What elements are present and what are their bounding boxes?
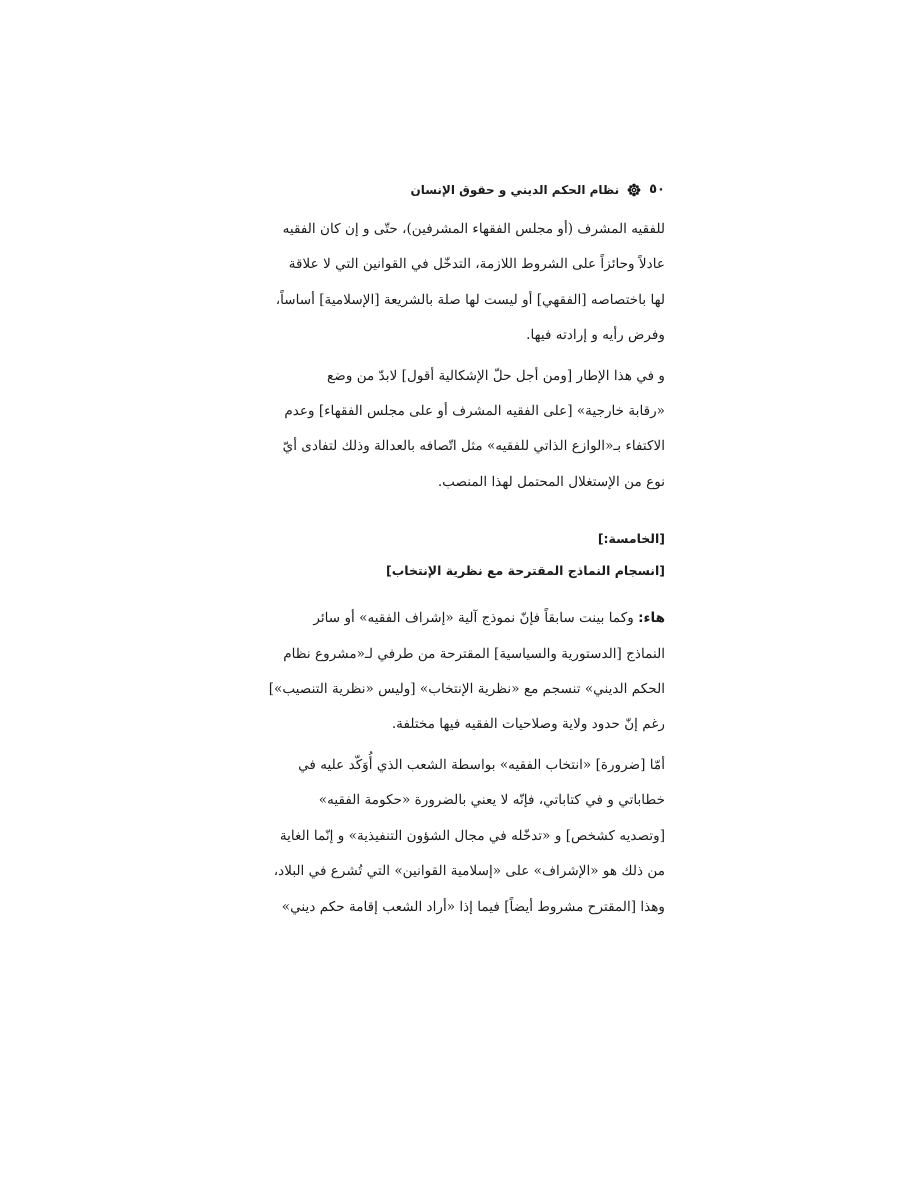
text-line: للفقيه المشرف (أو مجلس الفقهاء المشرفين)، حتّى و إن كان الفقيه bbox=[282, 221, 665, 237]
text-line: [وتصديه كشخص] و «تدخّله في مجال الشؤون التنفيذية» و إنّما الغاية bbox=[279, 827, 665, 844]
text-line bbox=[235, 601, 665, 636]
text-line: وفرض رأيه و إرادته فيها. bbox=[526, 327, 665, 344]
section-spacer bbox=[235, 505, 665, 527]
paragraph-2 bbox=[235, 359, 665, 501]
text-line: من ذلك هو «الإشراف» على «إسلامية القوانين» التي تُشرع في البلاد، bbox=[273, 863, 665, 880]
page-number: ٥٠ bbox=[649, 182, 665, 197]
section-subheading: [انسجام النماذج المقترحة مع نظرية الإنتخاب] bbox=[386, 563, 665, 579]
text-line: «رقابة خارجية» [على الفقيه المشرف أو على مجلس الفقهاء] وعدم bbox=[284, 403, 665, 420]
flower-ornament-icon bbox=[627, 183, 641, 197]
section-heading: [الخامسة:] bbox=[597, 531, 665, 547]
running-header bbox=[235, 180, 665, 200]
paragraph-lead-label: هاء: bbox=[638, 610, 665, 627]
paragraph-1 bbox=[235, 212, 665, 354]
text-line: و في هذا الإطار [ومن أجل حلّ الإشكالية أقول] لابدّ من وضع bbox=[327, 367, 665, 384]
paragraph-3 bbox=[235, 601, 665, 743]
text-line: أمّا [ضرورة] «انتخاب الفقيه» بواسطة الشعب الذي أُوَكّد عليه في bbox=[298, 756, 665, 773]
book-title: نظام الحكم الديني و حقوق الإنسان bbox=[410, 183, 620, 197]
text-line: لها باختصاصه [الفقهي] أو ليست لها صلة بالشريعة [الإسلامية] أساساً، bbox=[275, 291, 665, 308]
text-line: الاكتفاء بـ«الوازع الذاتي للفقيه» مثل اتّصافه بالعدالة وذلك لتفادى أيّ bbox=[282, 438, 665, 455]
text-line: عادلاً وحائزاً على الشروط اللازمة، التدخّل في القوانين التي لا علاقة bbox=[288, 256, 665, 273]
text-line: النماذج [الدستورية والسياسية] المقترحة من طرفي لـ«مشروع نظام bbox=[283, 645, 665, 662]
paragraph-4 bbox=[235, 748, 665, 925]
text-line: رغم إنّ حدود ولاية وصلاحيات الفقيه فيها مختلفة. bbox=[391, 716, 665, 733]
text-line: الحكم الديني» تنسجم مع «نظرية الإنتخاب» [وليس «نظرية التنصيب»] bbox=[268, 681, 665, 698]
text-line: وهذا [المقترح مشروط أيضاً] فيما إذا «أراد الشعب إقامة حكم ديني» bbox=[281, 898, 665, 915]
text-line: خطاباتي و في كتاباتي، فإنّه لا يعني بالضرورة «حكومة الفقيه» bbox=[318, 792, 665, 809]
text-line-rest: وكما بينت سابقاً فإنّ نموذج آلية «إشراف الفقيه» أو سائر bbox=[313, 610, 639, 627]
text-line: نوع من الإستغلال المحتمل لهذا المنصب. bbox=[437, 473, 665, 490]
book-page bbox=[235, 180, 665, 930]
